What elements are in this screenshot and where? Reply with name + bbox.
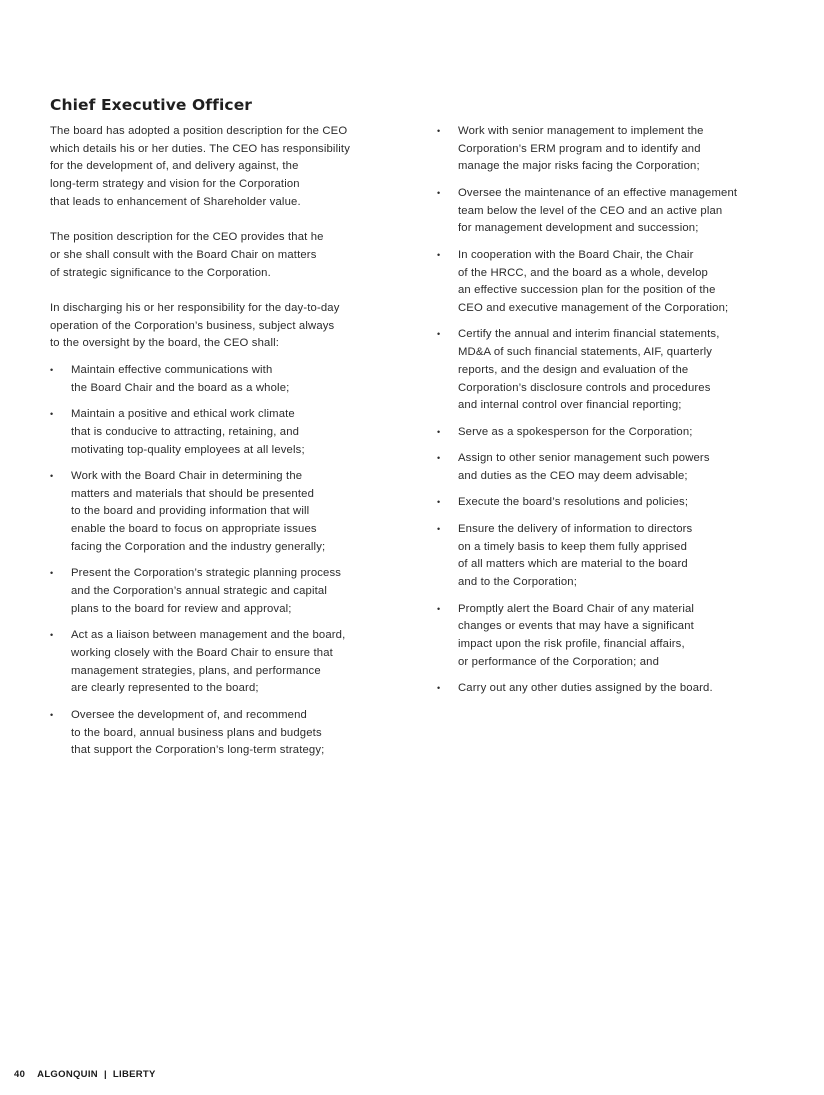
- list-item-text: Work with the Board Chair in determining the matters and materials that should be presented to the board and providing information that will enable the board to focus on appropriate issues facing the Corporation and the industry generally;: [71, 470, 326, 553]
- consult-paragraph: The position description for the CEO provides that he or she shall consult with the Board Chair on matters of strategic significance to the Corporation.: [50, 231, 324, 279]
- bullet-icon: •: [50, 409, 54, 420]
- list-item: [437, 601, 787, 672]
- list-item: [50, 627, 400, 698]
- list-item-text: Certify the annual and interim financial statements, MD&A of such financial statements, AIF, quarterly reports, and the design and evaluation of the Corporation’s disclosure controls and procedures and internal control over financial reporting;: [458, 328, 720, 412]
- bullet-icon: •: [437, 126, 441, 136]
- bullet-icon: •: [437, 329, 441, 340]
- right-duties-list: [437, 123, 787, 698]
- list-item: [437, 123, 787, 176]
- intro-paragraph: The board has adopted a position description for the CEO which details his or her duties. The CEO has responsibility for the development of, and delivery against, the long-term strategy and vision for the Corporation that leads to enhancement of Shareholder value.: [50, 125, 350, 208]
- bullet-icon: •: [50, 568, 54, 579]
- list-item: [437, 450, 787, 485]
- page-number: 40: [14, 1069, 26, 1080]
- bullet-icon: •: [437, 187, 441, 198]
- bullet-icon: •: [437, 497, 441, 508]
- list-item-text: Maintain effective communications with the Board Chair and the board as a whole;: [71, 363, 290, 394]
- bullet-icon: •: [437, 683, 441, 694]
- bullet-icon: •: [50, 364, 54, 375]
- bullet-icon: •: [437, 603, 441, 614]
- brand-algonquin: ALGONQUIN: [37, 1069, 98, 1080]
- bullet-icon: •: [50, 471, 54, 482]
- list-item-text: Assign to other senior management such powers and duties as the CEO may deem advisable;: [458, 452, 710, 482]
- list-item-text: Oversee the development of, and recommend to the board, annual business plans and budgets that support the Corporation’s long-term strategy;: [71, 708, 325, 757]
- bullet-icon: •: [50, 630, 54, 641]
- list-item: [437, 247, 787, 318]
- list-item: [50, 362, 400, 397]
- list-item-text: Execute the board’s resolutions and policies;: [458, 496, 689, 509]
- list-item: [437, 424, 787, 442]
- list-item-text: Maintain a positive and ethical work climate that is conducive to attracting, retaining, and motivating top-quality employees at all levels;: [71, 408, 305, 456]
- list-item: [437, 521, 787, 592]
- list-item-text: Promptly alert the Board Chair of any material changes or events that may have a significant impact upon the risk profile, financial affairs, or performance of the Corporation; and: [458, 602, 695, 668]
- page-title: Chief Executive Officer: [50, 96, 253, 114]
- bullet-icon: •: [50, 709, 54, 720]
- list-item-text: In cooperation with the Board Chair, the Chair of the HRCC, and the board as a whole, develop an effective succession plan for the position of the CEO and executive management of the Corporation;: [458, 248, 729, 314]
- right-column: [437, 123, 787, 707]
- list-item-text: Ensure the delivery of information to directors on a timely basis to keep them fully apprised of all matters which are material to the board and to the Corporation;: [458, 522, 693, 589]
- list-item: [437, 494, 787, 512]
- list-item-text: Serve as a spokesperson for the Corporation;: [458, 425, 693, 438]
- page-footer: [14, 1069, 156, 1080]
- list-item: [437, 326, 787, 415]
- list-item: [50, 468, 400, 557]
- list-item: [50, 406, 400, 459]
- list-item-text: Work with senior management to implement the Corporation’s ERM program and to identify and manage the major risks facing the Corporation;: [458, 125, 704, 173]
- list-item-text: Oversee the maintenance of an effective management team below the level of the CEO and an active plan for management development and succession;: [458, 186, 738, 235]
- list-item-text: Carry out any other duties assigned by the board.: [458, 682, 713, 695]
- list-item: [50, 565, 400, 618]
- brand-liberty: LIBERTY: [112, 1069, 156, 1080]
- list-item-text: Present the Corporation’s strategic planning process and the Corporation’s annual strategic and capital plans to the board for review and approval;: [71, 567, 342, 615]
- bullet-icon: •: [437, 453, 441, 464]
- left-column: [50, 123, 400, 769]
- left-duties-list: [50, 362, 400, 760]
- list-item: [437, 680, 787, 698]
- bullet-icon: •: [437, 249, 441, 260]
- list-item-text: Act as a liaison between management and the board, working closely with the Board Chair to ensure that management strategies, plans, and performance are clearly represented to the board;: [71, 629, 346, 695]
- bullet-icon: •: [437, 426, 441, 437]
- list-item: [50, 707, 400, 760]
- bullet-icon: •: [437, 523, 441, 534]
- brand-separator: |: [103, 1069, 107, 1080]
- list-item: [437, 185, 787, 238]
- duties-intro-paragraph: In discharging his or her responsibility for the day-to-day operation of the Corporation’s business, subject always to the oversight by the board, the CEO shall:: [50, 302, 340, 350]
